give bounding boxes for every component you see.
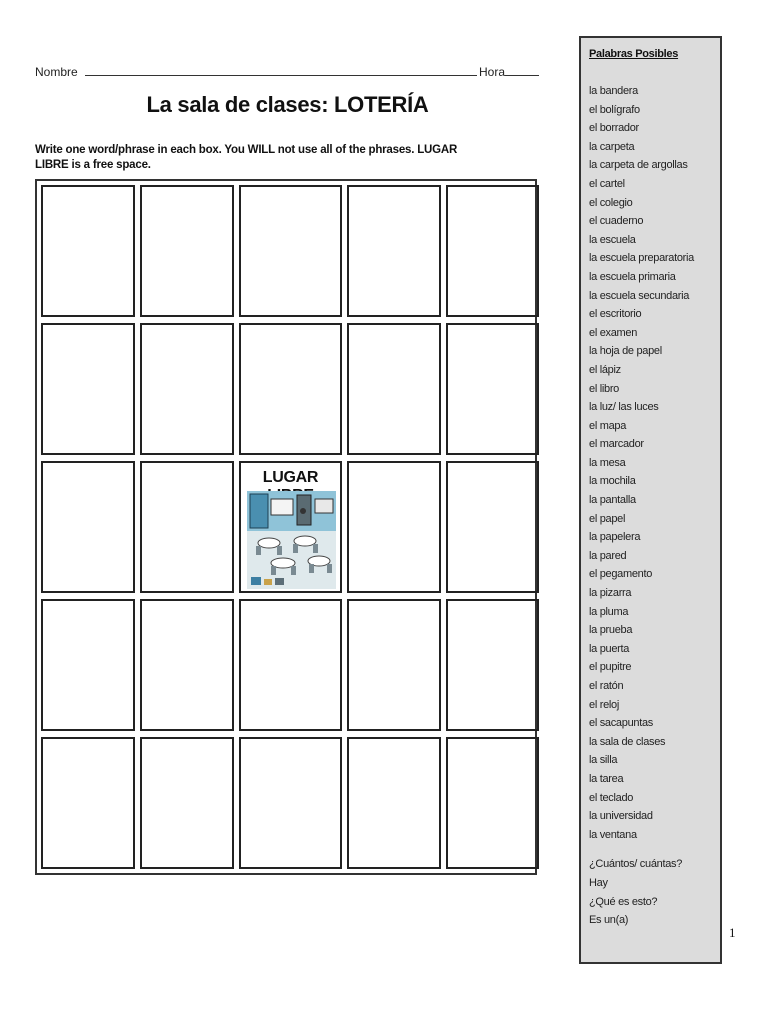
word-bank-item: la pantalla <box>589 494 636 507</box>
board-cell <box>41 737 135 869</box>
word-bank-item: el sacapuntas <box>589 717 653 730</box>
board-cell <box>446 737 539 869</box>
free-space-label: LUGAR <box>262 469 319 486</box>
word-bank-item: el teclado <box>589 791 634 804</box>
board-cell <box>140 185 234 317</box>
word-bank-item: el escritorio <box>589 308 642 321</box>
word-bank-item: el colegio <box>589 196 633 209</box>
word-bank-item: la silla <box>589 754 618 767</box>
word-bank-item: ¿Qué es esto? <box>589 895 658 908</box>
board-cell <box>41 323 135 455</box>
word-bank-item: el reloj <box>589 698 620 711</box>
loteria-board <box>35 179 537 875</box>
board-cell <box>239 185 342 317</box>
board-cell <box>239 737 342 869</box>
classroom-illustration-icon <box>247 491 336 589</box>
word-bank-item: la tarea <box>589 772 624 785</box>
board-cell <box>347 185 441 317</box>
word-bank-item: la pared <box>589 549 627 562</box>
word-bank-item: la ventana <box>589 828 637 841</box>
word-bank-item: la sala de clases <box>589 735 666 748</box>
board-cell <box>41 599 135 731</box>
word-bank-list <box>589 82 720 844</box>
word-bank-item: el cartel <box>589 177 625 190</box>
board-cell <box>140 323 234 455</box>
board-cell <box>41 461 135 593</box>
word-bank-item: la hoja de papel <box>589 345 662 358</box>
board-cell <box>239 599 342 731</box>
word-bank-item: la bandera <box>589 85 638 97</box>
word-bank-item: el pegamento <box>589 568 653 581</box>
board-cell <box>347 323 441 455</box>
word-bank-item: la escuela secundaria <box>589 289 690 302</box>
word-bank-item: el pupitre <box>589 661 632 674</box>
board-cell <box>446 599 539 731</box>
board-cell <box>41 185 135 317</box>
word-bank-item: el borrador <box>589 122 639 135</box>
page-number: 1 <box>729 925 736 940</box>
board-cell <box>446 323 539 455</box>
word-bank-item: la mesa <box>589 456 626 469</box>
word-bank-item: Es un(a) <box>589 914 629 927</box>
board-cell <box>140 461 234 593</box>
board-cell <box>446 461 539 593</box>
word-bank-item: la pluma <box>589 605 629 618</box>
word-bank-item: ¿Cuántos/ cuántas? <box>589 858 683 871</box>
word-bank-item: el lápiz <box>589 363 621 376</box>
word-bank-item: el ratón <box>589 680 624 692</box>
nombre-label: Nombre <box>35 65 78 79</box>
page-title: La sala de clases: LOTERÍA <box>146 92 429 117</box>
instructions-text: Write one word/phrase in each box. You WILL not use all of the phrases. LUGAR LIBRE is a free space. <box>35 144 458 171</box>
hora-field <box>479 64 539 79</box>
word-bank-item: el bolígrafo <box>589 103 640 116</box>
word-bank-phrases <box>589 855 720 929</box>
word-bank-item: la escuela <box>589 233 636 246</box>
word-bank-item: la escuela primaria <box>589 270 676 283</box>
word-bank-item: la universidad <box>589 810 653 823</box>
nombre-blank <box>85 64 477 76</box>
board-cell <box>239 323 342 455</box>
hora-blank <box>505 64 539 76</box>
word-bank-item: el cuaderno <box>589 215 644 228</box>
board-cell <box>347 599 441 731</box>
word-bank-item: la carpeta de argollas <box>589 159 688 172</box>
word-bank-item: la prueba <box>589 624 633 637</box>
word-bank-item: el marcador <box>589 438 644 451</box>
board-cell <box>140 599 234 731</box>
hora-label: Hora <box>479 65 506 79</box>
name-hora-line <box>35 64 540 79</box>
word-bank-item: la papelera <box>589 531 641 544</box>
word-bank-panel <box>579 36 722 964</box>
word-bank-item: el papel <box>589 512 626 525</box>
board-cell <box>347 461 441 593</box>
word-bank-item: Hay <box>589 876 608 889</box>
board-cell <box>140 737 234 869</box>
word-bank-title: Palabras Posibles <box>589 48 679 60</box>
word-bank-item: el libro <box>589 382 620 395</box>
board-cell <box>446 185 539 317</box>
board-cell <box>347 737 441 869</box>
word-bank-item: la carpeta <box>589 140 635 153</box>
free-space-cell <box>239 461 342 593</box>
word-bank-item: la luz/ las luces <box>589 401 659 414</box>
word-bank-item: la mochila <box>589 475 636 488</box>
word-bank-item: la escuela preparatoria <box>589 252 695 265</box>
word-bank-item: el examen <box>589 326 638 339</box>
word-bank-item: el mapa <box>589 419 627 432</box>
word-bank-item: la puerta <box>589 642 630 655</box>
word-bank-item: la pizarra <box>589 587 632 600</box>
